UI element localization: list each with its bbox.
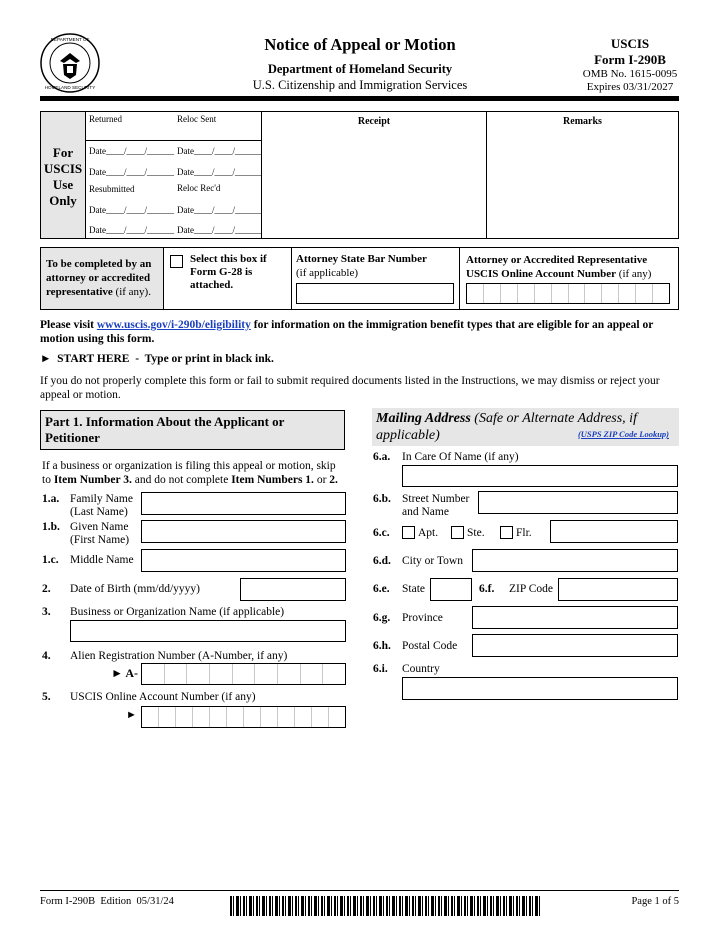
date-line: Date____/____/______ — [177, 225, 262, 235]
part1-note: If a business or organization is filing this appeal or motion, skip to Item Number 3. and do not complete Item Numbers 1. or 2. — [42, 460, 338, 486]
item-number: 6.i. — [373, 663, 388, 675]
item-number: 1.c. — [42, 554, 59, 566]
rep-account-sub: (if any) — [618, 268, 652, 280]
item-number: 3. — [42, 606, 51, 618]
state-select[interactable] — [430, 578, 472, 601]
g28-checkbox[interactable] — [170, 255, 183, 268]
remarks-label: Remarks — [563, 116, 602, 127]
divider — [86, 140, 261, 141]
a-number-label: Alien Registration Number (A-Number, if any) — [70, 650, 288, 662]
header-rule — [40, 96, 679, 101]
receipt-panel — [262, 112, 487, 238]
bar-number-input[interactable] — [296, 283, 454, 304]
care-of-input[interactable] — [402, 465, 678, 487]
dhs-seal — [40, 33, 100, 93]
date-line: Date____/____/______ — [177, 146, 262, 156]
uscis-side-label: For USCIS Use Only — [43, 145, 83, 208]
bar-number-sub: (if applicable) — [296, 267, 358, 279]
date-line: Date____/____/______ — [89, 167, 174, 177]
item-number: 5. — [42, 691, 51, 703]
expiration-date: Expires 03/31/2027 — [586, 81, 674, 93]
given-name-input[interactable] — [141, 520, 346, 543]
bar-number-cell — [292, 248, 460, 309]
department-name: Department of Homeland Security — [267, 62, 453, 76]
date-line: Date____/____/______ — [89, 225, 174, 235]
attorney-label-tail: (if any). — [115, 286, 151, 298]
arrow-icon: ► — [126, 709, 137, 721]
rep-account-input[interactable] — [466, 283, 670, 304]
footer-rule — [40, 890, 679, 891]
dob-input[interactable] — [240, 578, 346, 601]
date-line: Date____/____/______ — [89, 146, 174, 156]
attorney-label: To be completed by an attorney or accredited representative — [46, 258, 152, 298]
business-name-label: Business or Organization Name (if applicable) — [70, 606, 285, 618]
province-label: Province — [402, 612, 443, 624]
rep-account-title — [466, 253, 676, 281]
province-input[interactable] — [472, 606, 678, 629]
business-name-input[interactable] — [70, 620, 346, 642]
online-account-input[interactable] — [141, 706, 346, 728]
item-number: 6.e. — [373, 583, 390, 595]
apt-label: Apt. — [418, 527, 439, 539]
g28-cell — [164, 248, 292, 309]
unit-number-input[interactable] — [550, 520, 678, 543]
remarks-panel — [487, 112, 678, 238]
zip-input[interactable] — [558, 578, 678, 601]
usps-zip-link[interactable]: (USPS ZIP Code Lookup) — [577, 429, 669, 439]
g28-label: Select this box if Form G-28 is attached. — [190, 253, 267, 291]
part1-header: Part 1. Information About the Applicant or Petitioner — [40, 410, 345, 450]
street-label: Street Number and Name — [402, 493, 470, 518]
ste-checkbox[interactable] — [451, 526, 464, 539]
middle-name-input[interactable] — [141, 549, 346, 572]
country-label: Country — [402, 663, 440, 675]
family-name-input[interactable] — [141, 492, 346, 515]
warning-text: If you do not properly complete this form or fail to submit required documents listed in the Instructions, we may dismiss or reject your appeal or motion. — [40, 375, 660, 401]
item-number: 4. — [42, 650, 51, 662]
item-number: 6.c. — [373, 527, 390, 539]
city-input[interactable] — [472, 549, 678, 572]
returned-label: Returned — [89, 114, 122, 124]
ste-label: Ste. — [467, 527, 485, 539]
dob-label: Date of Birth (mm/dd/yyyy) — [70, 583, 200, 595]
form-title: Notice of Appeal or Motion — [264, 35, 456, 54]
footer-page-number: Page 1 of 5 — [631, 896, 679, 907]
item-number: 6.f. — [479, 583, 495, 595]
agency-name: U.S. Citizenship and Immigration Services — [252, 78, 468, 92]
svg-text:DEPARTMENT OF: DEPARTMENT OF — [50, 37, 90, 42]
postal-code-label: Postal Code — [402, 640, 458, 652]
mailing-header — [372, 408, 679, 446]
barcode — [230, 896, 542, 916]
attorney-label-cell — [41, 248, 164, 309]
country-input[interactable] — [402, 677, 678, 700]
flr-checkbox[interactable] — [500, 526, 513, 539]
a-number-input[interactable] — [141, 663, 346, 685]
date-line: Date____/____/______ — [177, 205, 262, 215]
footer-form-edition: Form I-290B Edition 05/31/24 — [40, 896, 174, 907]
reloc-sent-label: Reloc Sent — [177, 114, 217, 124]
zip-label: ZIP Code — [509, 583, 553, 595]
resubmitted-label: Resubmitted — [89, 184, 135, 194]
receipt-label: Receipt — [357, 116, 391, 127]
flr-label: Flr. — [516, 527, 532, 539]
care-of-label: In Care Of Name (if any) — [402, 451, 519, 463]
city-label: City or Town — [402, 555, 463, 567]
routing-panel — [85, 112, 262, 238]
reloc-recd-label: Reloc Rec'd — [177, 183, 221, 193]
mailing-subtitle: (Safe or Alternate Address, if applicable) — [376, 411, 637, 443]
start-here: ► START HERE - Type or print in black ink. — [40, 353, 274, 365]
eligibility-note: Please visit www.uscis.gov/i-290b/eligibility for information on the immigration benefit types that are eligible for an appeal or motion using this form. — [40, 319, 654, 345]
online-account-label: USCIS Online Account Number (if any) — [70, 691, 256, 703]
org-label: USCIS — [610, 36, 650, 51]
svg-text:HOMELAND SECURITY: HOMELAND SECURITY — [44, 85, 96, 90]
attorney-box — [40, 247, 679, 310]
eligibility-link[interactable]: www.uscis.gov/i-290b/eligibility — [96, 319, 251, 331]
uscis-use-only-box — [40, 111, 679, 239]
item-number: 6.b. — [373, 493, 391, 505]
a-number-prefix: ► A- — [111, 666, 138, 680]
item-number: 6.h. — [373, 640, 391, 652]
rep-account-cell — [460, 248, 678, 309]
item-number: 1.b. — [42, 521, 60, 533]
item-number: 6.d. — [373, 555, 391, 567]
street-input[interactable] — [478, 491, 678, 514]
family-name-label: Family Name (Last Name) — [70, 493, 133, 518]
item-number: 6.g. — [373, 612, 391, 624]
form-number: Form I-290B — [594, 52, 666, 67]
item-number: 6.a. — [373, 451, 391, 463]
middle-name-label: Middle Name — [70, 554, 134, 566]
state-label: State — [402, 583, 425, 595]
mailing-title: Mailing Address — [376, 411, 471, 426]
item-number: 2. — [42, 583, 51, 595]
postal-code-input[interactable] — [472, 634, 678, 657]
item-number: 1.a. — [42, 493, 60, 505]
date-line: Date____/____/______ — [89, 205, 174, 215]
omb-number: OMB No. 1615-0095 — [582, 68, 678, 80]
apt-checkbox[interactable] — [402, 526, 415, 539]
date-line: Date____/____/______ — [177, 167, 262, 177]
bar-number-title: Attorney State Bar Number — [296, 253, 427, 265]
given-name-label: Given Name (First Name) — [70, 521, 130, 546]
rep-account-label: Attorney or Accredited Representative USCIS Online Account Number — [466, 254, 648, 280]
